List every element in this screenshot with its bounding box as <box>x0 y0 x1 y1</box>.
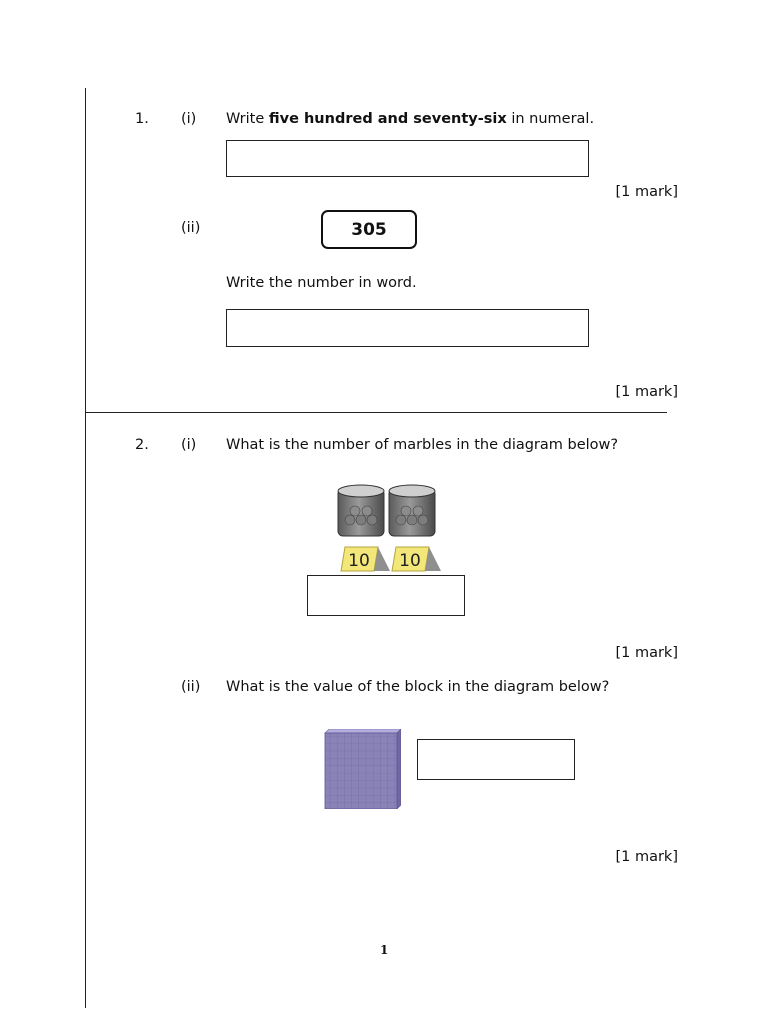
question-prompt: What is the value of the block in the diagram below? <box>226 679 610 695</box>
jar-tag-label: 10 <box>399 551 421 571</box>
question-divider <box>85 412 667 413</box>
left-margin-rule <box>85 88 86 1008</box>
mark-allocation: [1 mark] <box>615 184 678 200</box>
mark-allocation: [1 mark] <box>615 384 678 400</box>
part-label: (i) <box>181 437 197 453</box>
hundred-block-illustration <box>323 729 401 809</box>
part-label: (i) <box>181 111 197 127</box>
number-card: 305 <box>321 210 417 249</box>
question-prompt: Write five hundred and seventy-six in numeral. <box>226 111 595 127</box>
answer-box-words[interactable] <box>226 309 589 347</box>
mark-allocation: [1 mark] <box>615 849 678 865</box>
page-number: 1 <box>380 943 389 957</box>
jar-tag-label: 10 <box>348 551 370 571</box>
answer-box-block-value[interactable] <box>417 739 575 780</box>
part-label: (ii) <box>181 220 201 236</box>
answer-box-numeral[interactable] <box>226 140 589 177</box>
mark-allocation: [1 mark] <box>615 645 678 661</box>
marble-jar <box>389 485 435 536</box>
marble-jar <box>338 485 384 536</box>
question-prompt: What is the number of marbles in the diagram below? <box>226 437 619 453</box>
part-label: (ii) <box>181 679 201 695</box>
question-number: 2. <box>135 437 149 453</box>
question-prompt: Write the number in word. <box>226 275 417 291</box>
answer-box-marbles[interactable] <box>307 575 465 616</box>
marble-jars-illustration <box>330 480 445 575</box>
question-number: 1. <box>135 111 149 127</box>
